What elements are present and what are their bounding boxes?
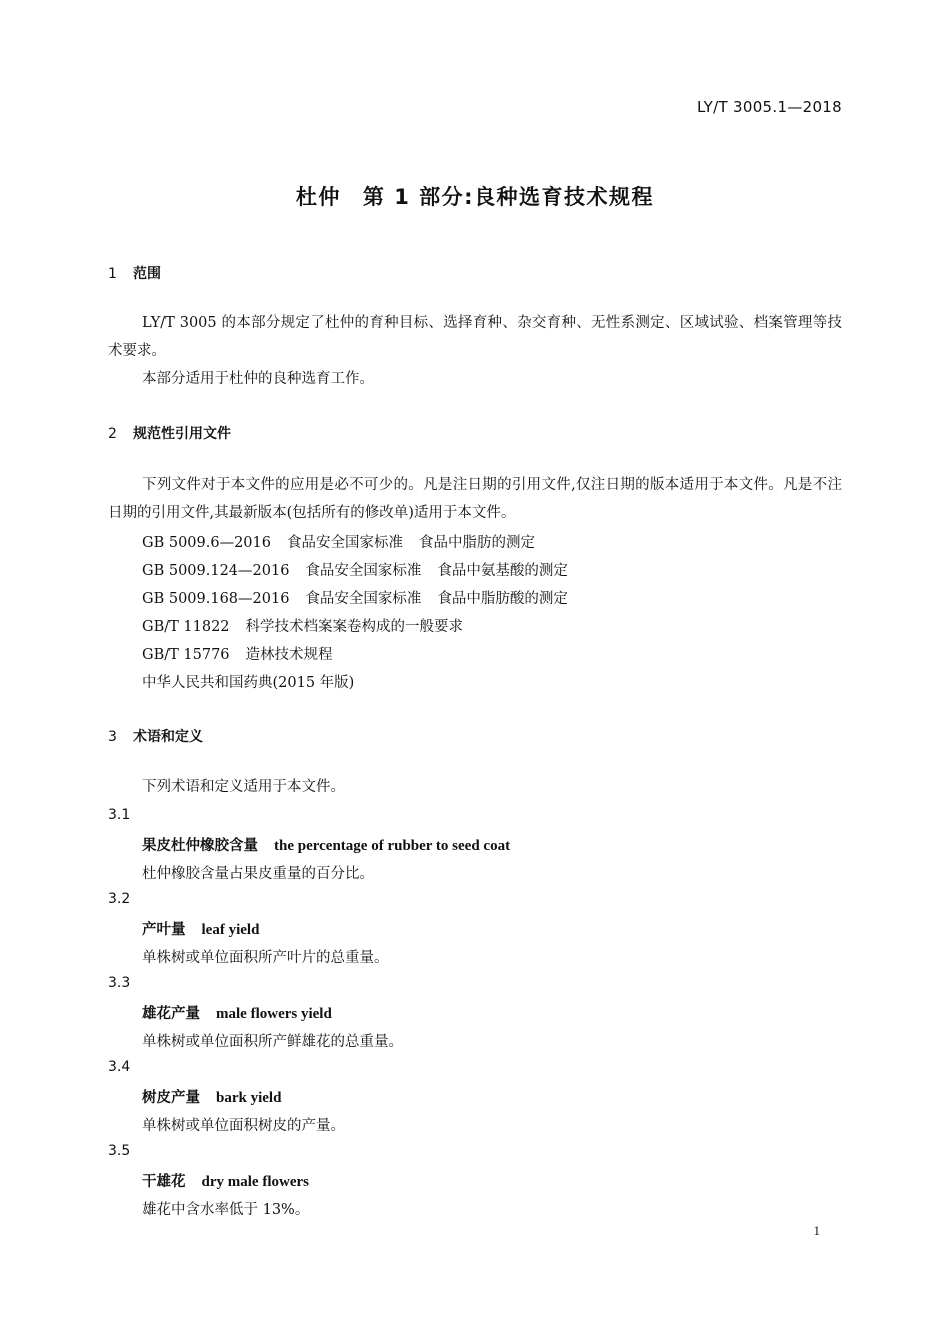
reference-item <box>142 559 568 580</box>
reference-item <box>142 615 463 636</box>
term-number: 3.2 <box>108 891 131 907</box>
term-chinese: 树皮产量 <box>142 1090 200 1106</box>
standard-code: LY/T 3005.1—2018 <box>697 98 842 116</box>
reference-title: 食品安全国家标准 <box>305 591 422 607</box>
section-number: 3 <box>108 729 117 745</box>
document-title <box>0 181 950 211</box>
term-chinese: 雄花产量 <box>142 1006 200 1022</box>
reference-title: 食品安全国家标准 <box>287 535 403 551</box>
title-part: 第 1 部分:良种选育技术规程 <box>362 185 655 209</box>
term-number: 3.5 <box>108 1143 131 1159</box>
reference-subtitle: 食品中脂肪的测定 <box>419 535 535 551</box>
section-title: 范围 <box>133 266 161 282</box>
reference-item <box>142 643 333 664</box>
reference-subtitle: 食品中脂肪酸的测定 <box>437 591 568 607</box>
reference-code: GB 5009.168—2016 <box>142 591 290 607</box>
reference-title: 食品安全国家标准 <box>305 563 422 579</box>
reference-code: 中华人民共和国药典(2015 年版) <box>142 675 355 691</box>
paragraph: 下列文件对于本文件的应用是必不可少的。凡是注日期的引用文件,仅注日期的版本适用于本文件。凡是不注日期的引用文件,其最新版本(包括所有的修改单)适用于本文件。 <box>108 477 842 521</box>
term-heading <box>142 1086 281 1107</box>
term-english: male flowers yield <box>216 1006 332 1022</box>
term-definition: 单株树或单位面积树皮的产量。 <box>142 1118 345 1134</box>
title-main: 杜仲 <box>295 185 341 209</box>
reference-item <box>142 671 354 692</box>
term-heading <box>142 834 510 855</box>
reference-code: GB/T 15776 <box>142 647 230 663</box>
reference-code: GB 5009.124—2016 <box>142 563 290 579</box>
term-heading <box>142 1002 332 1023</box>
term-english: leaf yield <box>201 922 260 938</box>
section-number: 2 <box>108 426 117 442</box>
reference-code: GB/T 11822 <box>142 619 230 635</box>
paragraph: 本部分适用于杜仲的良种选育工作。 <box>142 371 374 387</box>
section-heading-scope <box>108 263 161 283</box>
section-title: 术语和定义 <box>133 729 203 745</box>
term-english: the percentage of rubber to seed coat <box>274 838 511 854</box>
section-heading-normative-references <box>108 423 231 443</box>
reference-code: GB 5009.6—2016 <box>142 535 271 551</box>
term-definition: 杜仲橡胶含量占果皮重量的百分比。 <box>142 866 374 882</box>
term-number: 3.4 <box>108 1059 131 1075</box>
reference-subtitle: 食品中氨基酸的测定 <box>437 563 568 579</box>
term-number: 3.3 <box>108 975 131 991</box>
term-definition: 单株树或单位面积所产叶片的总重量。 <box>142 950 389 966</box>
term-english: bark yield <box>216 1090 282 1106</box>
section-number: 1 <box>108 266 117 282</box>
term-chinese: 干雄花 <box>142 1174 186 1190</box>
term-definition: 单株树或单位面积所产鲜雄花的总重量。 <box>142 1034 403 1050</box>
paragraph: 下列术语和定义适用于本文件。 <box>142 779 345 795</box>
section-title: 规范性引用文件 <box>133 426 231 442</box>
reference-title: 科学技术档案案卷构成的一般要求 <box>245 619 464 635</box>
reference-item <box>142 531 535 552</box>
term-chinese: 产叶量 <box>142 922 186 938</box>
reference-item <box>142 587 568 608</box>
term-number: 3.1 <box>108 807 131 823</box>
term-heading <box>142 1170 309 1191</box>
term-english: dry male flowers <box>201 1174 309 1190</box>
paragraph: LY/T 3005 的本部分规定了杜仲的育种目标、选择育种、杂交育种、无性系测定、区域试验、档案管理等技术要求。 <box>108 315 842 359</box>
term-chinese: 果皮杜仲橡胶含量 <box>142 838 258 854</box>
section-heading-terms-definitions <box>108 726 203 746</box>
term-definition: 雄花中含水率低于 13%。 <box>142 1202 310 1218</box>
reference-title: 造林技术规程 <box>245 647 333 663</box>
page-number: 1 <box>813 1223 820 1238</box>
term-heading <box>142 918 259 939</box>
